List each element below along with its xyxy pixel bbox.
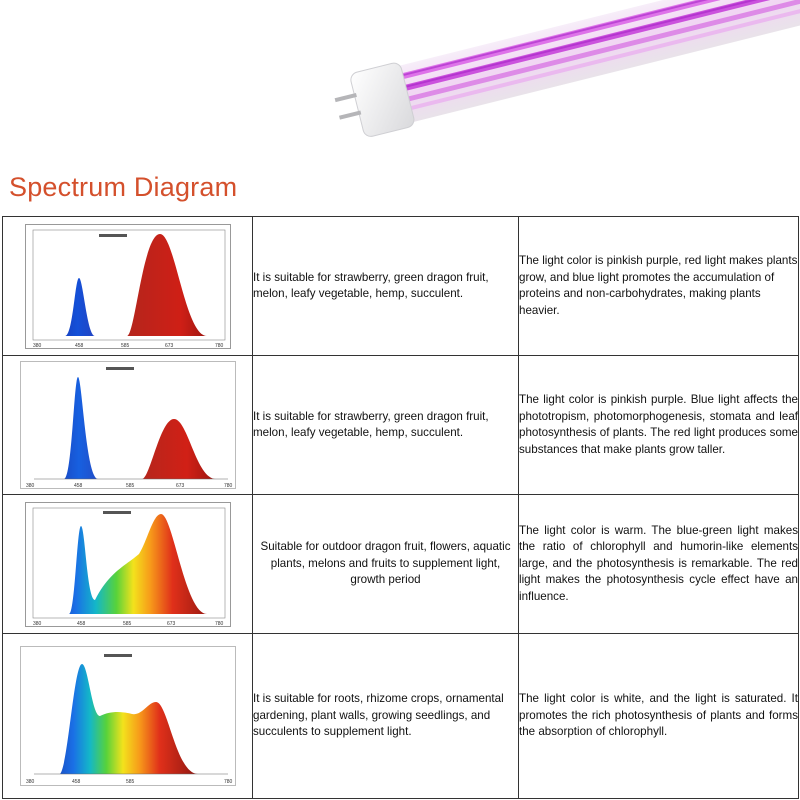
spectrum-cell: [3, 634, 253, 799]
tick-label: 673: [175, 483, 184, 489]
suitability-text: It is suitable for roots, rhizome crops, ornamental gardening, plant walls, growing seedlings, and succulents to supplement light.: [253, 634, 519, 799]
suitability-text: Suitable for outdoor dragon fruit, flowers, aquatic plants, melons and fruits to supplement light, growth period: [253, 495, 519, 634]
table-row: [3, 217, 799, 356]
tick-label: 458: [74, 342, 83, 349]
spectrum-chart-1: [25, 224, 231, 349]
spectrum-table: [2, 216, 799, 799]
spectrum-chart-2: [20, 361, 236, 489]
tick-label: 458: [73, 483, 82, 489]
spectrum-chart-3: [25, 502, 231, 627]
led-tube-image: [0, 0, 800, 170]
table-row: [3, 634, 799, 799]
spectrum-cell: [3, 495, 253, 634]
tick-label: 585: [122, 620, 131, 627]
tick-label: 380: [32, 620, 41, 627]
description-text: The light color is white, and the light is saturated. It promotes the rich photosynthesis of plants and forms the absorption of chlorophyll.: [519, 634, 799, 799]
tick-label: 458: [71, 779, 80, 785]
tick-label: 780: [223, 483, 232, 489]
tick-label: 585: [125, 779, 134, 785]
description-text: The light color is pinkish purple, red light makes plants grow, and blue light promotes the accumulation of proteins and non-carbohydrates, making plants heavier.: [519, 217, 799, 356]
spectrum-cell: [3, 217, 253, 356]
tick-label: 673: [164, 342, 173, 349]
table-row: [3, 356, 799, 495]
table-row: [3, 495, 799, 634]
tick-label: 585: [120, 342, 129, 349]
spectrum-chart-4: [20, 646, 236, 786]
tick-label: 780: [214, 342, 223, 349]
tick-label: 780: [214, 620, 223, 627]
tick-label: 585: [125, 483, 134, 489]
tick-label: 780: [223, 779, 232, 785]
spectrum-cell: [3, 356, 253, 495]
tick-label: 380: [25, 779, 34, 785]
tick-label: 380: [32, 342, 41, 349]
tick-label: 673: [166, 620, 175, 627]
suitability-text: It is suitable for strawberry, green dragon fruit, melon, leafy vegetable, hemp, succulent.: [253, 356, 519, 495]
tick-label: 458: [76, 620, 85, 627]
description-text: The light color is pinkish purple. Blue light affects the phototropism, photomorphogenesis, stomata and leaf photosynthesis of plants. The red light produces some substances that make plants grow taller.: [519, 356, 799, 495]
page-title: Spectrum Diagram: [9, 172, 238, 202]
suitability-text: It is suitable for strawberry, green dragon fruit, melon, leafy vegetable, hemp, succulent.: [253, 217, 519, 356]
tick-label: 380: [25, 483, 34, 489]
description-text: The light color is warm. The blue-green light makes the ratio of chlorophyll and humorin-like elements large, and the photosynthesis is remarkable. The red light makes the photosynthesis cycle effect have an influence.: [519, 495, 799, 634]
